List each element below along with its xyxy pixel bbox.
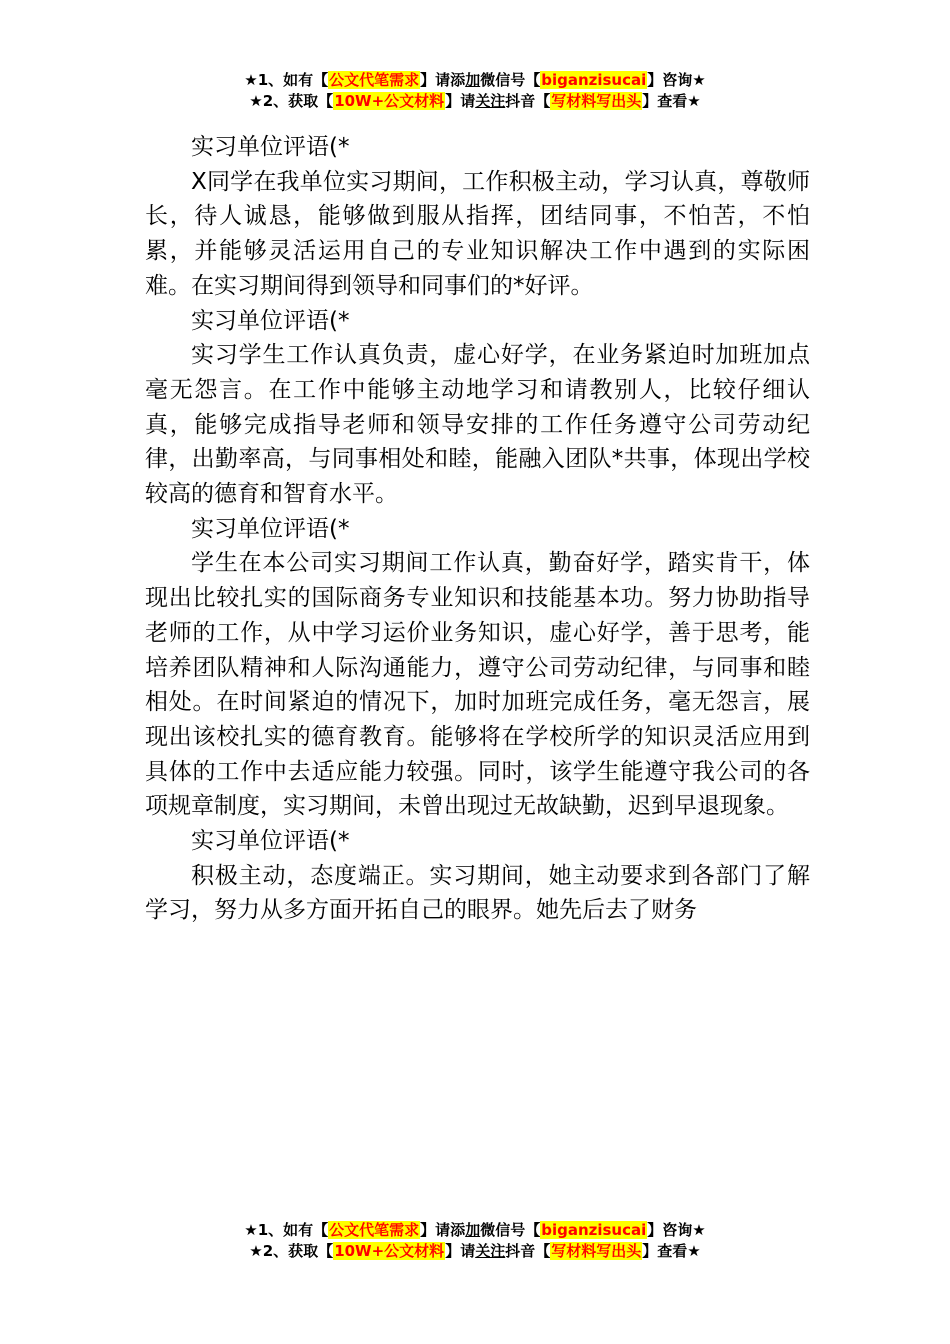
banner-text: 抖音【 xyxy=(505,92,551,110)
body-paragraph: 积极主动，态度端正。实习期间，她主动要求到各部门了解学习，努力从多方面开拓自己的眼界。她先后去了财务 xyxy=(145,862,810,924)
banner-underline: 关注 xyxy=(475,92,506,110)
section-heading: 实习单位评语(* xyxy=(191,828,350,855)
banner-text: ★2、获取【 xyxy=(249,1242,334,1260)
banner-highlight: 10W+公文材料 xyxy=(334,92,445,110)
banner-underline: 加 xyxy=(465,1221,481,1239)
banner-highlight: biganzisucai xyxy=(541,71,647,89)
banner-underline: 加 xyxy=(465,71,481,89)
section-heading: 实习单位评语(* xyxy=(191,515,350,542)
banner-line-1 xyxy=(0,1220,950,1241)
banner-text: 微信号【 xyxy=(480,71,541,89)
banner-highlight: 10W+公文材料 xyxy=(334,1242,445,1260)
footer-banner xyxy=(0,1220,950,1262)
banner-text: 】请 xyxy=(445,92,476,110)
banner-text: 抖音【 xyxy=(505,1242,551,1260)
banner-text: 】请 xyxy=(445,1242,476,1260)
banner-line-1 xyxy=(0,70,950,91)
banner-text: 】咨询★ xyxy=(647,71,706,89)
banner-highlight: 写材料写出头 xyxy=(551,92,642,110)
banner-text: 】请添 xyxy=(420,1221,466,1239)
section-heading: 实习单位评语(* xyxy=(191,307,350,334)
banner-text: 】查看★ xyxy=(642,1242,701,1260)
banner-text: 】查看★ xyxy=(642,92,701,110)
banner-text: ★1、如有【 xyxy=(244,71,329,89)
body-paragraph: 学生在本公司实习期间工作认真，勤奋好学，踏实肯干，体现出比较扎实的国际商务专业知识和技能基本功。努力协助指导老师的工作，从中学习运价业务知识，虚心好学，善于思考，能培养团队精神和人际沟通能力，遵守公司劳动纪律，与同事和睦相处。在时间紧迫的情况下，加时加班完成任务，毫无怨言，展现出该校扎实的德育教育。能够将在学校所学的知识灵活应用到具体的工作中去适应能力较强。同时，该学生能遵守我公司的各项规章制度，实习期间，未曾出现过无故缺勤，迟到早退现象。 xyxy=(145,550,810,820)
banner-highlight: 公文代笔需求 xyxy=(329,1221,420,1239)
banner-line-2 xyxy=(0,91,950,112)
banner-text: 】咨询★ xyxy=(647,1221,706,1239)
banner-text: ★1、如有【 xyxy=(244,1221,329,1239)
banner-text: ★2、获取【 xyxy=(249,92,334,110)
banner-text: 】请添 xyxy=(420,71,466,89)
header-banner xyxy=(0,70,950,112)
banner-text: 微信号【 xyxy=(480,1221,541,1239)
body-paragraph: 实习学生工作认真负责，虚心好学，在业务紧迫时加班加点毫无怨言。在工作中能够主动地学习和请教别人，比较仔细认真，能够完成指导老师和领导安排的工作任务遵守公司劳动纪律，出勤率高，与同事相处和睦，能融入团队*共事，体现出学校较高的德育和智育水平。 xyxy=(145,342,810,508)
banner-highlight: 公文代笔需求 xyxy=(329,71,420,89)
section-heading: 实习单位评语(* xyxy=(191,134,350,160)
banner-highlight: 写材料写出头 xyxy=(551,1242,642,1260)
banner-highlight: biganzisucai xyxy=(541,1221,647,1239)
banner-line-2 xyxy=(0,1241,950,1262)
body-paragraph: X同学在我单位实习期间，工作积极主动，学习认真，尊敬师长，待人诚恳，能够做到服从指挥，团结同事，不怕苦，不怕累，并能够灵活运用自己的专业知识解决工作中遇到的实际困难。在实习期间得到领导和同事们的*好评。 xyxy=(145,168,810,299)
banner-underline: 关注 xyxy=(475,1242,506,1260)
document-body xyxy=(145,130,810,928)
